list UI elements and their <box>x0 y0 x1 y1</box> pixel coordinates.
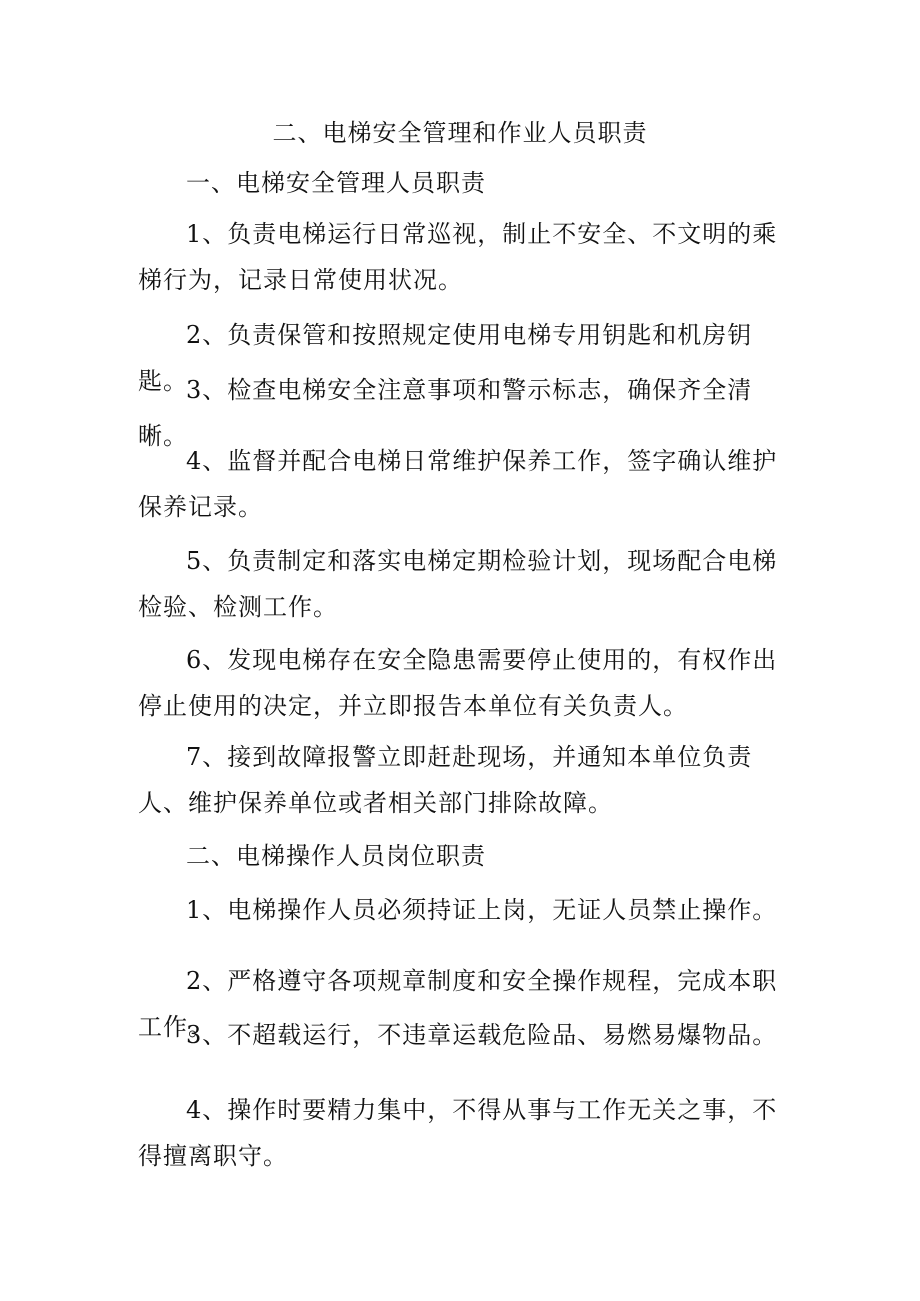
section2-item-3: 3、不超载运行，不违章运载危险品、易燃易爆物品。 <box>186 1021 778 1049</box>
section2-item-1: 1、电梯操作人员必须持证上岗，无证人员禁止操作。 <box>186 896 778 924</box>
section1-item-2: 2、负责保管和按照规定使用电梯专用钥匙和机房钥匙。 <box>138 321 753 395</box>
section1-heading: 一、电梯安全管理人员职责 <box>186 169 486 197</box>
section1-item-3: 3、检查电梯安全注意事项和警示标志，确保齐全清晰。 <box>138 376 753 450</box>
section1-item-5: 5、负责制定和落实电梯定期检验计划，现场配合电梯检验、检测工作。 <box>138 547 778 621</box>
section2-item-4: 4、操作时要精力集中，不得从事与工作无关之事，不得擅离职守。 <box>138 1096 778 1170</box>
section2-heading: 二、电梯操作人员岗位职责 <box>186 842 486 870</box>
section1-item-1: 1、负责电梯运行日常巡视，制止不安全、不文明的乘梯行为，记录日常使用状况。 <box>138 220 778 294</box>
section1-item-6: 6、发现电梯存在安全隐患需要停止使用的，有权作出停止使用的决定，并立即报告本单位有关负责人。 <box>138 646 778 720</box>
section1-item-4: 4、监督并配合电梯日常维护保养工作，签字确认维护保养记录。 <box>138 447 778 521</box>
document-title: 二、电梯安全管理和作业人员职责 <box>272 119 648 147</box>
section2-item-2: 2、严格遵守各项规章制度和安全操作规程，完成本职工作。 <box>138 967 778 1041</box>
section1-item-7: 7、接到故障报警立即赶赴现场，并通知本单位负责人、维护保养单位或者相关部门排除故障。 <box>138 743 753 817</box>
